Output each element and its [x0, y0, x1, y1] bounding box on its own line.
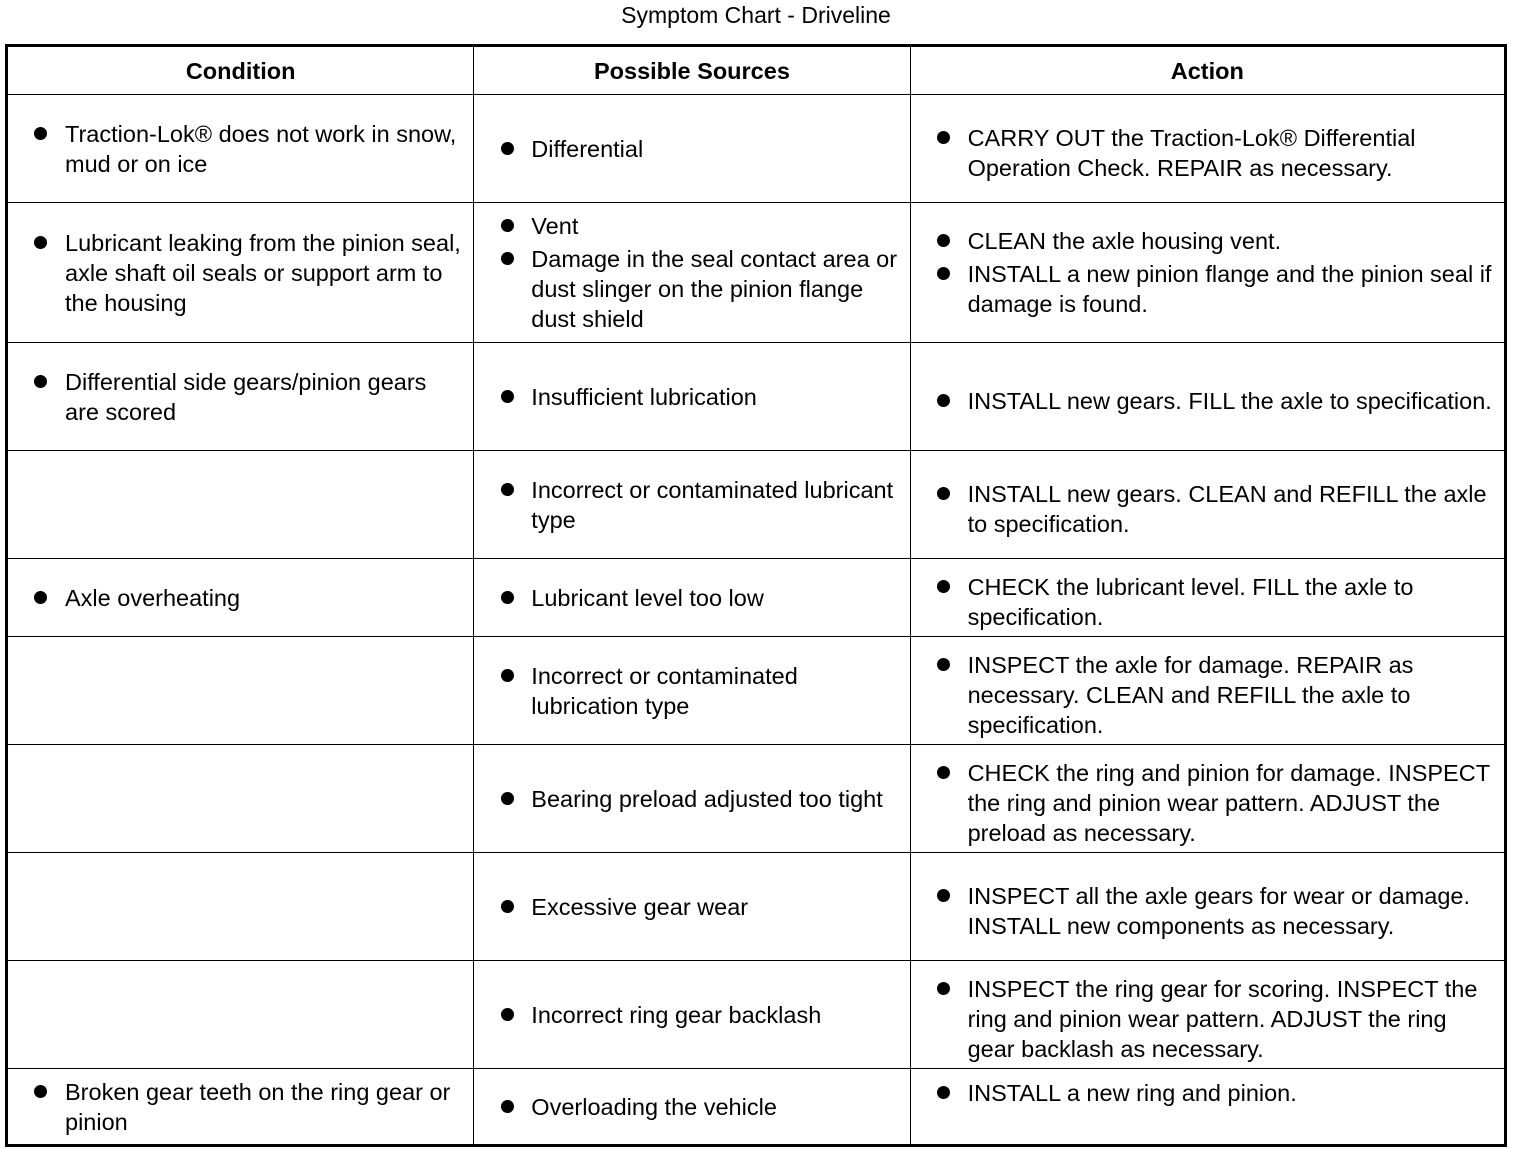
list-item: Incorrect ring gear backlash: [474, 1000, 909, 1030]
action-cell: [910, 203, 1505, 343]
action-cell: [910, 559, 1505, 637]
list-item: Incorrect or contaminated lubrication type: [474, 661, 909, 721]
bullet-icon: [34, 375, 47, 388]
bullet-icon: [937, 394, 950, 407]
bullet-icon: [501, 142, 514, 155]
bullet-icon: [937, 487, 950, 500]
bullet-icon: [937, 658, 950, 671]
list-item: Incorrect or contaminated lubricant type: [474, 475, 909, 535]
list-item: Excessive gear wear: [474, 892, 909, 922]
list-item: INSTALL a new pinion flange and the pinion seal if damage is found.: [911, 259, 1504, 319]
table-row: [7, 343, 1506, 451]
bullet-icon: [34, 127, 47, 140]
condition-cell: [7, 451, 474, 559]
bullet-icon: [501, 1008, 514, 1021]
bullet-icon: [937, 766, 950, 779]
table-row: [7, 203, 1506, 343]
condition-cell: [7, 95, 474, 203]
table-row: [7, 745, 1506, 853]
list-item: Traction-Lok® does not work in snow, mud or on ice: [8, 119, 473, 179]
bullet-icon: [501, 900, 514, 913]
table-row: [7, 853, 1506, 961]
header-action: Action: [910, 46, 1505, 95]
action-cell: [910, 961, 1505, 1069]
bullet-icon: [937, 131, 950, 144]
list-item: INSPECT the axle for damage. REPAIR as necessary. CLEAN and REFILL the axle to specification.: [911, 650, 1504, 740]
symptom-chart-table: [5, 44, 1507, 1147]
list-item: Axle overheating: [8, 583, 473, 613]
condition-cell: [7, 343, 474, 451]
action-cell: [910, 343, 1505, 451]
sources-cell: [474, 745, 910, 853]
list-item: Damage in the seal contact area or dust slinger on the pinion flange dust shield: [474, 244, 909, 334]
bullet-icon: [937, 234, 950, 247]
condition-cell: [7, 1069, 474, 1146]
table-row: [7, 637, 1506, 745]
table-row: [7, 559, 1506, 637]
table-header-row: [7, 46, 1506, 95]
list-item: Bearing preload adjusted too tight: [474, 784, 909, 814]
list-item: Vent: [474, 211, 909, 241]
condition-cell: [7, 559, 474, 637]
list-item: CHECK the ring and pinion for damage. INSPECT the ring and pinion wear pattern. ADJUST the preload as necessary.: [911, 758, 1504, 848]
list-item: Broken gear teeth on the ring gear or pinion: [8, 1077, 473, 1137]
bullet-icon: [937, 889, 950, 902]
sources-cell: [474, 961, 910, 1069]
action-cell: [910, 637, 1505, 745]
list-item: INSTALL a new ring and pinion.: [911, 1078, 1504, 1108]
action-cell: [910, 451, 1505, 559]
sources-cell: [474, 451, 910, 559]
list-item: Differential side gears/pinion gears are scored: [8, 367, 473, 427]
sources-cell: [474, 95, 910, 203]
bullet-icon: [937, 1086, 950, 1099]
table-row: [7, 451, 1506, 559]
sources-cell: [474, 637, 910, 745]
action-cell: [910, 95, 1505, 203]
sources-cell: [474, 1069, 910, 1146]
bullet-icon: [501, 219, 514, 232]
list-item: CHECK the lubricant level. FILL the axle to specification.: [911, 572, 1504, 632]
list-item: Lubricant level too low: [474, 583, 909, 613]
bullet-icon: [501, 483, 514, 496]
condition-cell: [7, 745, 474, 853]
bullet-icon: [501, 390, 514, 403]
list-item: Lubricant leaking from the pinion seal, axle shaft oil seals or support arm to the housing: [8, 228, 473, 318]
condition-cell: [7, 203, 474, 343]
header-possible-sources: Possible Sources: [474, 46, 910, 95]
table-row: [7, 95, 1506, 203]
action-cell: [910, 1069, 1505, 1146]
bullet-icon: [34, 236, 47, 249]
action-cell: [910, 745, 1505, 853]
bullet-icon: [501, 591, 514, 604]
bullet-icon: [34, 1085, 47, 1098]
bullet-icon: [501, 1100, 514, 1113]
condition-cell: [7, 853, 474, 961]
bullet-icon: [501, 669, 514, 682]
bullet-icon: [34, 591, 47, 604]
list-item: Overloading the vehicle: [474, 1092, 909, 1122]
sources-cell: [474, 203, 910, 343]
list-item: INSTALL new gears. CLEAN and REFILL the axle to specification.: [911, 479, 1504, 539]
table-row: [7, 961, 1506, 1069]
bullet-icon: [937, 580, 950, 593]
table-row: [7, 1069, 1506, 1146]
sources-cell: [474, 853, 910, 961]
bullet-icon: [937, 982, 950, 995]
list-item: INSPECT all the axle gears for wear or damage. INSTALL new components as necessary.: [911, 881, 1504, 941]
bullet-icon: [501, 252, 514, 265]
action-cell: [910, 853, 1505, 961]
bullet-icon: [501, 792, 514, 805]
list-item: CARRY OUT the Traction-Lok® Differential Operation Check. REPAIR as necessary.: [911, 123, 1504, 183]
list-item: Differential: [474, 134, 909, 164]
sources-cell: [474, 559, 910, 637]
condition-cell: [7, 961, 474, 1069]
list-item: INSTALL new gears. FILL the axle to specification.: [911, 386, 1504, 416]
condition-cell: [7, 637, 474, 745]
bullet-icon: [937, 267, 950, 280]
list-item: CLEAN the axle housing vent.: [911, 226, 1504, 256]
header-condition: Condition: [7, 46, 474, 95]
sources-cell: [474, 343, 910, 451]
list-item: Insufficient lubrication: [474, 382, 909, 412]
chart-title: Symptom Chart - Driveline: [621, 2, 891, 28]
list-item: INSPECT the ring gear for scoring. INSPECT the ring and pinion wear pattern. ADJUST the ring gear backlash as necessary.: [911, 974, 1504, 1064]
